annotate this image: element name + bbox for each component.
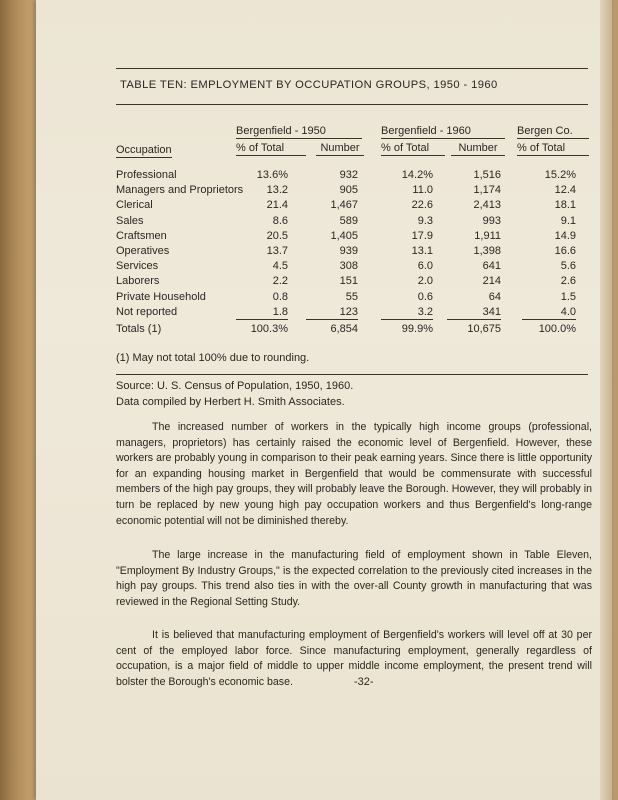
row-cell-pc: 15.2%: [544, 169, 576, 181]
total-pct-1960: 99.9%: [401, 323, 433, 335]
header-group-1950: Bergenfield - 1950: [236, 125, 362, 139]
paragraph-1: The increased number of workers in the typically high income groups (professional, managers, proprietors) has certainly raised the economic level of Bergenfield. However, these workers are probably young in comparison to their peak earning years. Since there is little opportunity for an expanding housing market in Bergenfield that would be commensurate with successful members of the high pay groups, they will probably leave the Borough. However, they will probably in turn be replaced by new young high pay occupation workers and thus Bergenfield's long-range economic potential will not be diminished thereby.: [116, 421, 592, 527]
row-cell-n50: 905: [339, 184, 358, 197]
total-pct-county: 100.0%: [538, 323, 576, 335]
row-occupation: Private Household: [116, 290, 206, 303]
row-occupation: Craftsmen: [116, 229, 167, 242]
row-cell-n60: 1,911: [474, 229, 501, 242]
row-cell-p50: 13.7: [266, 245, 288, 257]
header-occupation: Occupation: [116, 144, 172, 156]
top-rule: [116, 68, 588, 69]
row-occupation: Clerical: [116, 199, 153, 212]
row-cell-p50: 0.8: [272, 290, 288, 303]
title-rule: [116, 104, 588, 105]
row-cell-n50: 308: [339, 260, 358, 273]
total-pct-1950: 100.3%: [250, 323, 288, 335]
row-cell-p60: 3.2: [381, 306, 433, 320]
row-occupation: Operatives: [116, 245, 170, 257]
row-cell-n50: 939: [339, 245, 358, 257]
row-cell-n60: 64: [488, 290, 501, 303]
row-cell-n50: 123: [306, 306, 358, 320]
row-cell-p60: 14.2%: [401, 169, 433, 181]
row-cell-n60: 993: [482, 214, 501, 227]
row-cell-p60: 9.3: [417, 214, 433, 227]
row-cell-n50: 55: [345, 290, 358, 303]
row-occupation: Laborers: [116, 275, 160, 288]
row-cell-p60: 2.0: [417, 275, 433, 288]
row-cell-pc: 14.9: [554, 229, 576, 242]
row-cell-p60: 17.9: [411, 229, 433, 242]
row-cell-p60: 11.0: [412, 184, 433, 197]
row-cell-n50: 151: [339, 275, 358, 288]
row-cell-p60: 6.0: [417, 260, 433, 273]
row-cell-p50: 20.5: [266, 229, 288, 242]
paragraph-3: It is believed that manufacturing employment of Bergenfield's workers will level off at 30 per cent of the employed labor force. Since manufacturing employment, generally regardless of occupation, is a major field of middle to upper middle income employment, the present trend will bolster the Borough's economic base.: [116, 629, 592, 688]
row-cell-p50: 4.5: [272, 260, 288, 273]
row-cell-p60: 22.6: [411, 199, 433, 212]
row-cell-n50: 1,405: [330, 229, 358, 242]
header-group-county: Bergen Co.: [517, 125, 589, 139]
total-label: Totals (1): [116, 323, 162, 335]
row-cell-p50: 1.8: [236, 306, 288, 320]
row-occupation: Professional: [116, 169, 177, 181]
row-cell-pc: 18.1: [554, 199, 576, 212]
source-rule: [116, 374, 588, 375]
header-pct-1960: % of Total: [381, 142, 445, 156]
row-cell-p50: 21.4: [266, 199, 288, 212]
row-occupation: Services: [116, 260, 159, 273]
header-num-1950: Number: [316, 142, 364, 156]
source-line-2: Data compiled by Herbert H. Smith Associates.: [116, 396, 345, 408]
document-page: [36, 0, 612, 800]
row-occupation: Sales: [116, 214, 144, 227]
row-occupation: Managers and Proprietors: [116, 184, 244, 197]
row-cell-pc: 12.4: [554, 184, 576, 197]
row-cell-pc: 1.5: [560, 290, 576, 303]
page-edge: [600, 0, 612, 800]
page-number: -32-: [354, 676, 374, 688]
row-cell-p50: 13.2: [266, 184, 288, 197]
row-cell-pc: 16.6: [554, 245, 576, 257]
row-cell-n60: 1,398: [473, 245, 501, 257]
row-cell-n50: 932: [339, 169, 358, 181]
row-cell-p50: 8.6: [272, 214, 288, 227]
row-cell-p60: 0.6: [417, 290, 433, 303]
row-cell-p50: 2.2: [272, 275, 288, 288]
row-cell-n60: 341: [447, 306, 501, 320]
row-cell-p60: 13.1: [411, 245, 433, 257]
row-cell-n60: 214: [482, 275, 501, 288]
paragraph-2: The large increase in the manufacturing field of employment shown in Table Eleven, "Employment By Industry Groups," is the expected correlation to the previously cited increases in the high pay groups. This trend also ties in with the over-all County growth in manufacturing that was reviewed in the Regional Setting Study.: [116, 549, 592, 608]
row-cell-n50: 1,467: [330, 199, 358, 212]
book-binding: [0, 0, 40, 800]
header-pct-county: % of Total: [517, 142, 589, 156]
row-cell-n50: 589: [339, 214, 358, 227]
row-cell-n60: 641: [482, 260, 501, 273]
row-cell-n60: 1,516: [473, 169, 501, 181]
total-num-1960: 10,675: [467, 323, 501, 335]
row-cell-n60: 2,413: [473, 199, 501, 212]
table-title: TABLE TEN: EMPLOYMENT BY OCCUPATION GROUPS, 1950 - 1960: [120, 79, 498, 91]
row-cell-pc: 5.6: [560, 260, 576, 273]
table-footnote: (1) May not total 100% due to rounding.: [116, 352, 310, 364]
row-cell-pc: 9.1: [560, 214, 576, 227]
row-occupation: Not reported: [116, 305, 178, 318]
header-pct-1950: % of Total: [236, 142, 306, 156]
source-line-1: Source: U. S. Census of Population, 1950, 1960.: [116, 380, 354, 392]
total-num-1950: 6,854: [330, 323, 358, 335]
row-cell-n60: 1,174: [473, 184, 501, 197]
row-cell-pc: 4.0: [522, 306, 576, 320]
header-group-1960: Bergenfield - 1960: [381, 125, 505, 139]
header-num-1960: Number: [451, 142, 505, 156]
row-cell-pc: 2.6: [560, 275, 576, 288]
row-cell-p50: 13.6%: [256, 169, 288, 181]
